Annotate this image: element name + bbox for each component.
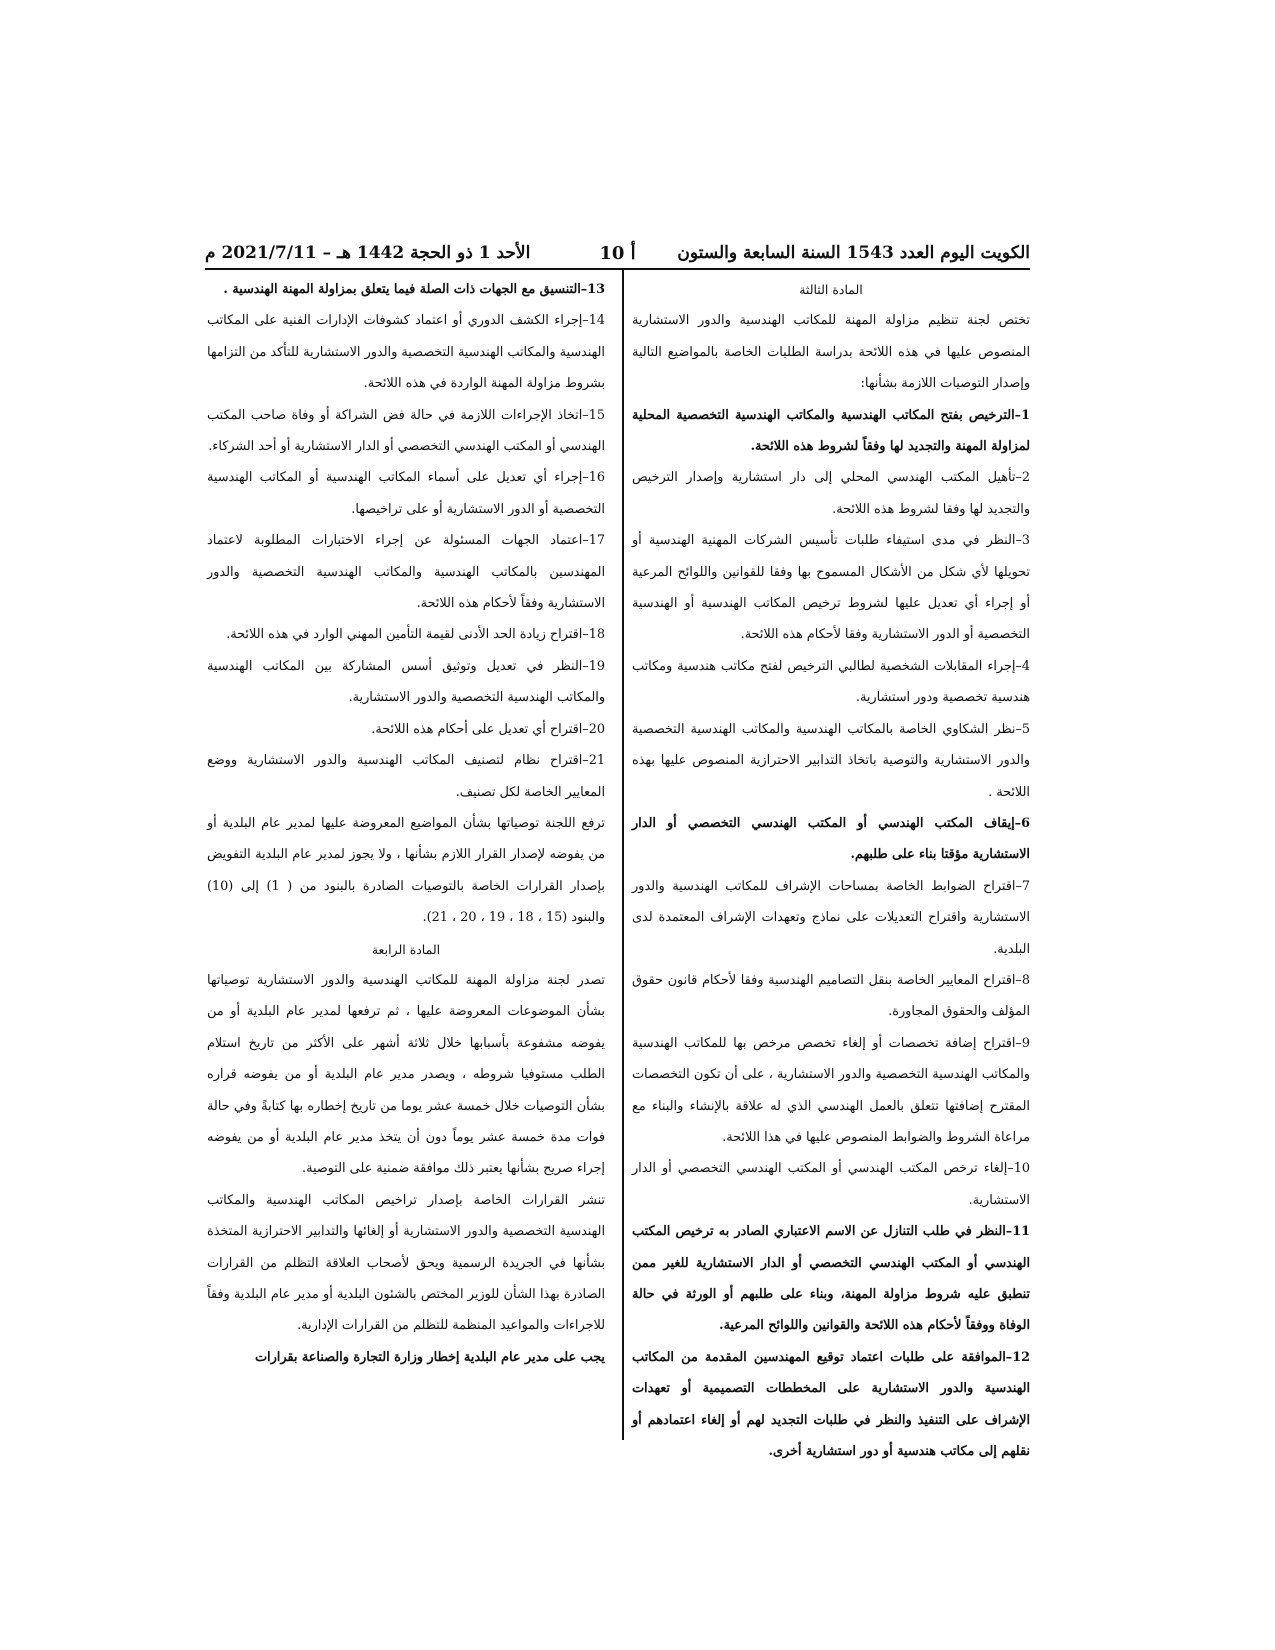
left-column bbox=[207, 274, 605, 1373]
article-3-item-8: 8–اقتراح المعايير الخاصة بنقل التصاميم الهندسية وفقا لأحكام قانون حقوق المؤلف والحقوق المجاورة. bbox=[632, 972, 1030, 1020]
header-issue-info: الكويت اليوم العدد 1543 السنة السابعة والستون bbox=[677, 243, 1030, 263]
article-heading-4: المادة الرابعة bbox=[371, 941, 441, 957]
article-4-paragraph-1: تصدر لجنة مزاولة المهنة للمكاتب الهندسية والدور الاستشارية توصياتها بشأن الموضوعات المعروضة عليها ، ثم ترفعها لمدير عام البلدية أو من يفوضه مشفوعة بأسبابها خلال ثلاثة أشهر على الأكثر من تاريخ استلام الطلب مستوفيا شروطه ، ويصدر مدير عام البلدية أو من يفوضه قراره بشأن التوصيات خلال خمسة عشر يوما من تاريخ إخطاره بها كتابةً وفي حالة فوات مدة خمسة عشر يوماً دون أن يتخذ مدير عام البلدية أو من يفوضه إجراء صريح بشأنها يعتبر ذلك موافقة ضمنية على التوصية. bbox=[207, 972, 605, 1177]
article-3-item-15: 15–اتخاذ الإجراءات اللازمة في حالة فض الشراكة أو وفاة صاحب المكتب الهندسي أو المكتب الهندسي التخصصي أو الدار الاستشارية أو أحد الشركاء. bbox=[207, 407, 605, 455]
article-3-item-13: 13–التنسيق مع الجهات ذات الصلة فيما يتعلق بمزاولة المهنة الهندسية . bbox=[223, 282, 605, 297]
article-3-item-11: 11–النظر في طلب التنازل عن الاسم الاعتباري الصادر به ترخيص المكتب الهندسي أو المكتب الهندسي التخصصي أو الدار الاستشارية للغير ممن تنطبق عليه شروط مزاولة المهنة، وبناء على طلبهم أو الورثة في حالة الوفاة ووفقاً لأحكام هذه اللائحة والقوانين واللوائح المرعية. bbox=[632, 1224, 1030, 1334]
article-3-item-4: 4–إجراء المقابلات الشخصية لطالبي الترخيص لفتح مكاتب هندسية ومكاتب هندسية تخصصية ودور استشارية. bbox=[632, 658, 1030, 706]
article-3-closing-paragraph: ترفع اللجنة توصياتها بشأن المواضيع المعروضة عليها لمدير عام البلدية أو من يفوضه لإصدار القرار اللازم بشأنها ، ولا يجوز لمدير عام البلدية التفويض بإصدار القرارات الخاصة بالتوصيات الصادرة بالبنود من ( 1) إلى (10) والبنود (15 ، 18 ، 19 ، 20 ، 21). bbox=[207, 815, 605, 926]
article-3-item-9: 9–اقتراح إضافة تخصصات أو إلغاء تخصص مرخص بها للمكاتب الهندسية والمكاتب الهندسية التخصصية والدور الاستشارية ، على أن تكون التخصصات المقترح إضافتها تتعلق بالعمل الهندسي الذي له علاقة بالإنشاء والبناء مع مراعاة الشروط والضوابط المنصوص عليها في هذا اللائحة. bbox=[632, 1035, 1030, 1145]
article-4-paragraph-2: تنشر القرارات الخاصة بإصدار تراخيص المكاتب الهندسية والمكاتب الهندسية التخصصية والدور الاستشارية أو إلغائها والتدابير الاحترازية المتخذة بشأنها في الجريدة الرسمية ويحق لأصحاب العلاقة التظلم من القرارات الصادرة بهذا الشأن للوزير المختص بالشئون البلدية أو مدير عام البلدية وفقاً للاجراءات والمواعيد المنظمة للتظلم من القرارات الإدارية. bbox=[207, 1192, 605, 1334]
article-3-item-2: 2–تأهيل المكتب الهندسي المحلي إلى دار استشارية وإصدار الترخيص والتجديد لها وفقا لشروط هذه اللائحة. bbox=[632, 470, 1030, 517]
article-3-item-21: 21–اقتراح نظام لتصنيف المكاتب الهندسية والدور الاستشارية ووضع المعايير الخاصة لكل تصنيف. bbox=[207, 753, 605, 800]
article-3-item-5: 5–نظر الشكاوي الخاصة بالمكاتب الهندسية والمكاتب الهندسية التخصصية والدور الاستشارية والتوصية باتخاذ التدابير الاحترازية المنصوص عليها بهذه اللائحة . bbox=[632, 721, 1030, 800]
header-rule bbox=[205, 268, 1030, 270]
article-heading-3: المادة الثالثة bbox=[799, 282, 863, 297]
article-3-item-3: 3–النظر في مدى استيفاء طلبات تأسيس الشركات المهنية الهندسية أو تحويلها لأي شكل من الأشكال المسموح بها وفقا للقوانين واللوائح المرعية أو إجراء أي تعديل عليها لشروط ترخيص المكاتب الهندسية أو الهندسية التخصصية أو الدور الاستشارية وفقا لأحكام هذه اللائحة. bbox=[632, 533, 1030, 643]
article-3-item-7: 7–اقتراح الضوابط الخاصة بمساحات الإشراف للمكاتب الهندسية والدور الاستشارية واقتراح التعديلات على نماذج وتعهدات الإشراف المعتمدة لدى البلدية. bbox=[632, 878, 1030, 957]
article-4-paragraph-3: يجب على مدير عام البلدية إخطار وزارة التجارة والصناعة بقرارات bbox=[255, 1349, 605, 1365]
article-3-intro: تختص لجنة تنظيم مزاولة المهنة للمكاتب الهندسية والدور الاستشارية المنصوص عليها في هذه اللائحة بدراسة الطلبات الخاصة بالمواضيع التالية وإصدار التوصيات اللازمة بشأنها: bbox=[632, 313, 1030, 392]
article-3-item-20: 20–اقتراح أي تعديل على أحكام هذه اللائحة. bbox=[371, 721, 605, 737]
article-3-item-10: 10–إلغاء ترخص المكتب الهندسي أو المكتب الهندسي التخصصي أو الدار الاستشارية. bbox=[632, 1161, 1030, 1208]
right-column bbox=[632, 274, 1030, 1467]
page-header bbox=[205, 238, 1030, 268]
article-3-item-16: 16–إجراء أي تعديل على أسماء المكاتب الهندسية أو المكاتب الهندسية التخصصية أو الدور الاستشارية أو على تراخيصها. bbox=[207, 470, 605, 517]
article-3-item-14: 14–إجراء الكشف الدوري أو اعتماد كشوفات الإدارات الفنية على المكاتب الهندسية والمكاتب الهندسية التخصصية والدور الاستشارية للتأكد من التزامها بشروط مزاولة المهنة الواردة في هذه اللائحة. bbox=[207, 313, 605, 392]
article-3-item-1: 1–الترخيص بفتح المكاتب الهندسية والمكاتب الهندسية التخصصية المحلية لمزاولة المهنة والتجديد لها وفقاً لشروط هذه اللائحة. bbox=[632, 407, 1030, 455]
column-divider bbox=[622, 270, 624, 1440]
article-3-item-6: 6–إيقاف المكتب الهندسي أو المكتب الهندسي التخصصي أو الدار الاستشارية مؤقتا بناء على طلبهم. bbox=[632, 815, 1030, 863]
page-number: أ 10 bbox=[599, 242, 636, 264]
article-3-item-18: 18–اقتراح زيادة الحد الأدنى لقيمة التأمين المهني الوارد في هذه اللائحة. bbox=[226, 627, 605, 643]
article-3-item-12: 12–الموافقة على طلبات اعتماد توقيع المهندسين المقدمة من المكاتب الهندسية والدور الاستشارية على المخططات التصميمية أو تعهدات الإشراف على التنفيذ والنظر في طلبات التجديد لهم أو إلغاء اعتمادهم أو نقلهم إلى مكاتب هندسية أو دور استشارية أخرى. bbox=[632, 1349, 1030, 1460]
header-date: الأحد 1 ذو الحجة 1442 هـ – 2021/7/11 م bbox=[205, 243, 531, 263]
article-3-item-19: 19–النظر في تعديل وتوثيق أسس المشاركة بين المكاتب الهندسية والمكاتب الهندسية التخصصية والدور الاستشارية. bbox=[207, 658, 605, 706]
article-3-item-17: 17–اعتماد الجهات المسئولة عن إجراء الاختبارات المطلوبة لاعتماد المهندسين بالمكاتب الهندسية والمكاتب الهندسية التخصصية والدور الاستشارية وفقاً لأحكام هذه اللائحة. bbox=[207, 533, 605, 612]
